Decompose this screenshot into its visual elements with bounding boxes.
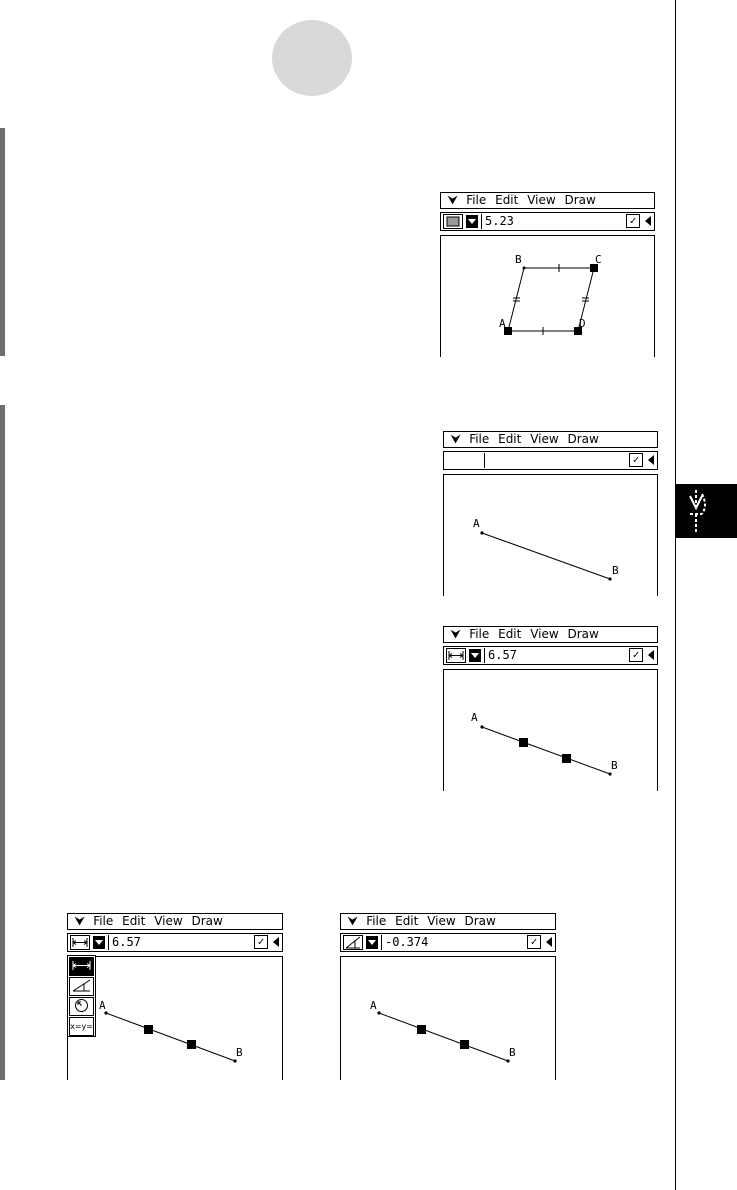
measure-dropdown-button[interactable]	[469, 649, 481, 662]
menu-file[interactable]: File	[466, 193, 487, 207]
menu-bar	[340, 913, 556, 930]
menu-file[interactable]: File	[469, 432, 490, 446]
geometry-canvas[interactable]	[443, 669, 658, 791]
point-label: A	[370, 999, 377, 1012]
point-label: B	[515, 253, 522, 266]
point-label: A	[471, 711, 478, 724]
menu-draw[interactable]: Draw	[464, 914, 496, 928]
direction-icon[interactable]	[69, 997, 94, 1016]
point-label: B	[509, 1046, 516, 1059]
menu-arrow-icon[interactable]: ⮟	[348, 915, 358, 928]
menu-file[interactable]: File	[366, 914, 387, 928]
menu-edit[interactable]: Edit	[498, 627, 522, 641]
menu-file[interactable]: File	[93, 914, 114, 928]
menu-draw[interactable]: Draw	[564, 193, 596, 207]
left-arrow-icon[interactable]	[645, 216, 651, 226]
menu-file[interactable]: File	[469, 627, 490, 641]
slope-icon[interactable]	[69, 977, 94, 996]
section-bar	[0, 405, 5, 1080]
measure-toolbar	[67, 933, 283, 952]
length-icon[interactable]	[70, 935, 90, 950]
chapter-tab	[676, 484, 737, 538]
menu-bar	[443, 431, 658, 448]
menu-bar	[67, 913, 283, 930]
geometry-canvas[interactable]	[443, 474, 658, 596]
menu-bar	[440, 192, 655, 209]
menu-view[interactable]: View	[530, 627, 559, 641]
equation-icon[interactable]: x=y=	[69, 1017, 94, 1036]
left-arrow-icon[interactable]	[648, 455, 654, 465]
point-label: A	[473, 517, 480, 530]
checkbox-icon[interactable]: ✓	[626, 214, 640, 228]
measure-dropdown-button[interactable]	[93, 936, 105, 949]
slope-icon[interactable]	[343, 935, 363, 950]
geometry-canvas[interactable]	[340, 956, 556, 1080]
menu-view[interactable]: View	[154, 914, 183, 928]
measure-toolbar	[440, 212, 655, 231]
checkbox-icon[interactable]: ✓	[527, 935, 541, 949]
menu-edit[interactable]: Edit	[495, 193, 519, 207]
measure-value[interactable]: -0.374	[381, 935, 515, 950]
menu-edit[interactable]: Edit	[498, 432, 522, 446]
measure-dropdown-button[interactable]	[466, 215, 478, 228]
menu-draw[interactable]: Draw	[567, 432, 599, 446]
menu-edit[interactable]: Edit	[395, 914, 419, 928]
point-label: A	[499, 317, 506, 330]
point-label: B	[612, 564, 619, 577]
menu-arrow-icon[interactable]: ⮟	[75, 915, 85, 928]
menu-arrow-icon[interactable]: ⮟	[451, 628, 461, 641]
menu-arrow-icon[interactable]: ⮟	[448, 194, 458, 207]
measure-value[interactable]: 6.57	[108, 935, 242, 950]
point-label: D	[579, 317, 586, 330]
menu-bar	[443, 626, 658, 643]
geometry-canvas[interactable]	[67, 956, 283, 1080]
point-label: B	[236, 1046, 243, 1059]
menu-draw[interactable]: Draw	[567, 627, 599, 641]
measure-value[interactable]: 5.23	[481, 214, 614, 229]
left-arrow-icon[interactable]	[648, 650, 654, 660]
measure-toolbar	[443, 646, 658, 665]
left-arrow-icon[interactable]	[273, 937, 279, 947]
measure-value[interactable]: 6.57	[484, 648, 617, 663]
checkbox-icon[interactable]: ✓	[629, 648, 643, 662]
margin-rule	[675, 0, 676, 1190]
checkbox-icon[interactable]: ✓	[629, 453, 643, 467]
measure-type-popup	[67, 955, 96, 1037]
point-label: C	[595, 253, 602, 266]
menu-view[interactable]: View	[530, 432, 559, 446]
measure-toolbar	[443, 451, 658, 470]
menu-view[interactable]: View	[427, 914, 456, 928]
checkbox-icon[interactable]: ✓	[254, 935, 268, 949]
left-arrow-icon[interactable]	[546, 937, 552, 947]
measure-toolbar	[340, 933, 556, 952]
measure-dropdown-button[interactable]	[366, 936, 378, 949]
chapter-circle	[272, 20, 352, 96]
length-icon[interactable]	[446, 648, 466, 663]
length-icon[interactable]	[69, 957, 94, 976]
menu-draw[interactable]: Draw	[191, 914, 223, 928]
menu-arrow-icon[interactable]: ⮟	[451, 433, 461, 446]
geometry-canvas[interactable]	[440, 235, 655, 357]
section-bar	[0, 128, 5, 356]
geometry-icon	[676, 484, 737, 538]
point-label: A	[99, 999, 106, 1012]
measure-value[interactable]	[484, 453, 617, 468]
area-icon[interactable]	[443, 214, 463, 229]
menu-view[interactable]: View	[527, 193, 556, 207]
point-label: B	[611, 759, 618, 772]
menu-edit[interactable]: Edit	[122, 914, 146, 928]
